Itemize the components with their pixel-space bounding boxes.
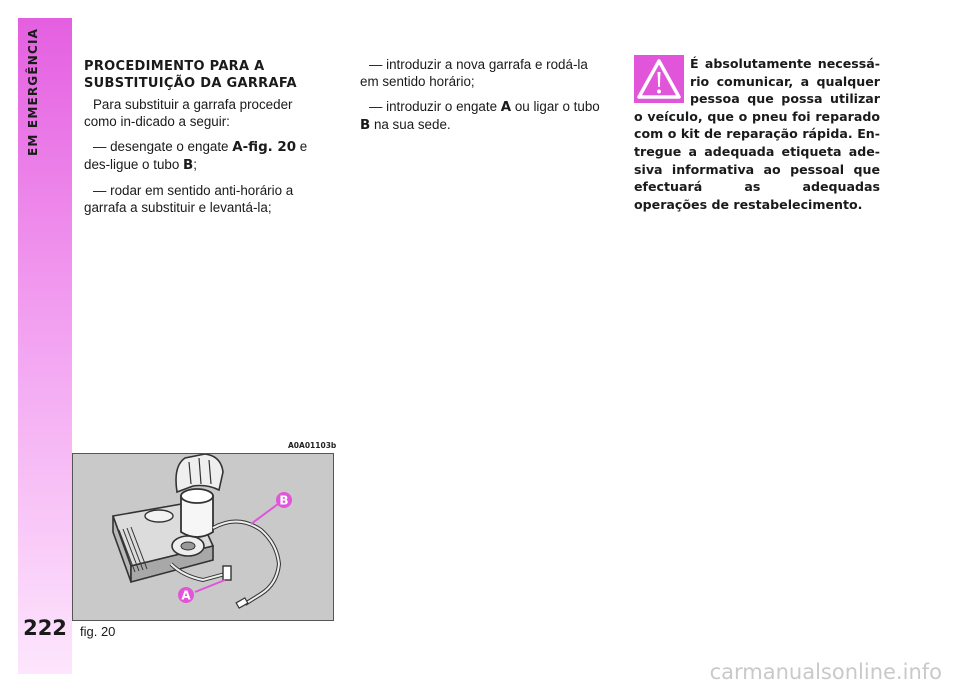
column-1 <box>84 58 324 224</box>
step-4-ref: A <box>500 100 512 115</box>
warning-box <box>634 55 880 213</box>
warning-triangle-icon <box>634 55 684 103</box>
page-number: 222 <box>23 616 67 640</box>
step-1-pre: — desengate o engate <box>93 139 233 154</box>
figure-code: A0A01103b <box>288 441 337 450</box>
section-title: EM EMERGÊNCIA <box>26 28 40 157</box>
step-4-mid: ou ligar o tubo <box>511 99 600 114</box>
watermark: carmanualsonline.info <box>709 660 942 684</box>
heading-line-2: SUBSTITUIÇÃO DA GARRAFA <box>84 76 297 91</box>
step-4 <box>360 98 602 134</box>
step-4-pre: — introduzir o engate <box>369 99 501 114</box>
step-1-post: ; <box>193 157 197 172</box>
step-4-post: na sua sede. <box>370 117 451 132</box>
step-1-ref: A-fig. 20 <box>232 140 297 155</box>
step-4-ref2: B <box>360 118 371 133</box>
figure-caption: fig. 20 <box>80 624 116 639</box>
step-2: — rodar em sentido anti-horário a garrafa a substituir e levantá-la; <box>84 183 294 215</box>
column-2 <box>360 56 602 142</box>
step-1-mid: e des-ligue o tubo <box>84 139 308 172</box>
section-heading <box>84 58 324 92</box>
figure-illustration <box>72 453 334 621</box>
intro-paragraph: Para substituir a garrafa proceder como in-dicado a seguir: <box>84 97 293 129</box>
heading-line-1: PROCEDIMENTO PARA A <box>84 59 265 74</box>
figure-label-b: B <box>279 493 289 508</box>
step-1 <box>84 138 324 174</box>
step-3: — introduzir a nova garrafa e rodá-la em sentido horário; <box>360 57 588 89</box>
warning-text: É absolutamente necessá-rio comunicar, a qualquer pessoa que possa utilizar o veículo, que o pneu foi reparado com o kit de reparação rápida. En-tregue a adequada etiqueta ade-siva informativa ao pessoal que efectuará as adequadas operações de restabelecimento. <box>634 56 880 212</box>
step-1-ref2: B <box>183 158 194 173</box>
figure-label-a: A <box>181 588 191 603</box>
